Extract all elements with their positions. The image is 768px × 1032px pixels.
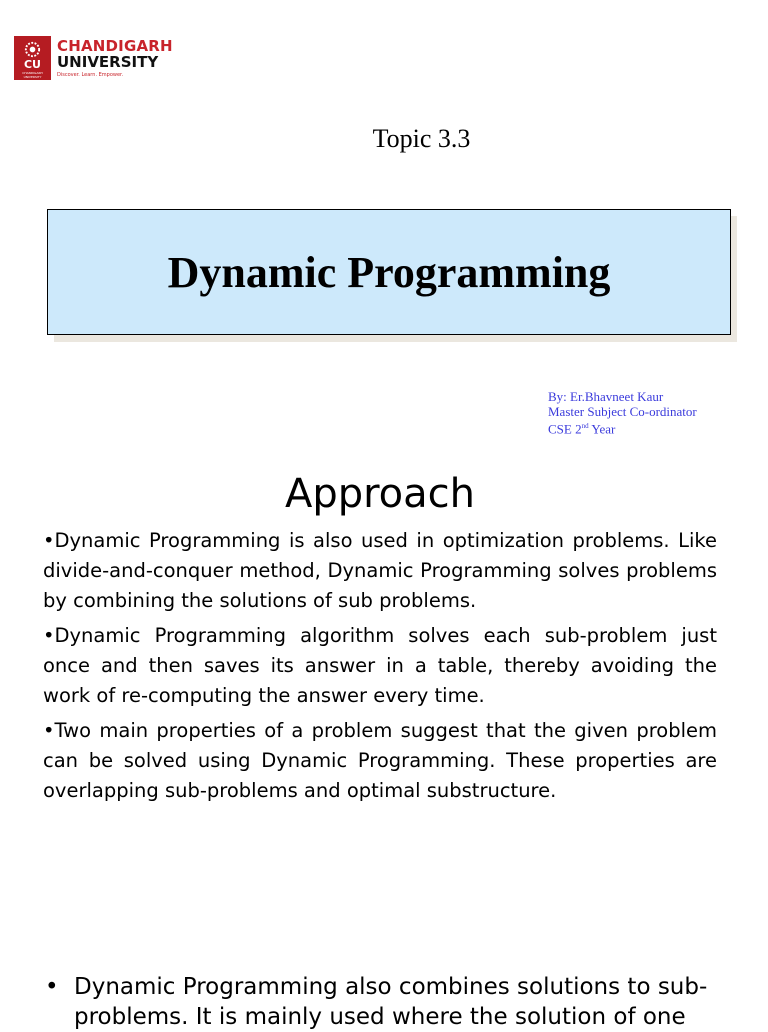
- byline-year-suffix: Year: [588, 421, 616, 437]
- logo-badge-text: CU: [23, 58, 41, 71]
- approach-paragraphs: [43, 526, 717, 811]
- title-box: [47, 209, 731, 335]
- paragraph: •Dynamic Programming is also used in optimization problems. Like divide-and-conquer method, Dynamic Programming solves problems by combining the solutions of sub problems.: [43, 529, 717, 612]
- section-heading: Approach: [284, 471, 476, 517]
- byline-author: By: Er.Bhavneet Kaur: [548, 389, 664, 404]
- gear-emblem-icon: [23, 40, 42, 59]
- byline-year-prefix: CSE 2: [548, 421, 582, 437]
- bullet-marker: •: [45, 974, 59, 1000]
- logo-name-line2: UNIVERSITY: [57, 53, 159, 71]
- byline-year-sup: nd: [581, 422, 589, 430]
- logo-tagline: Discover. Learn. Empower.: [57, 72, 124, 78]
- byline-role: Master Subject Co-ordinator: [548, 404, 697, 419]
- logo-badge: [14, 36, 51, 80]
- paragraph: •Two main properties of a problem suggest that the given problem can be solved using Dynamic Programming. These properties are overlapping sub-problems and optimal substructure.: [43, 719, 717, 802]
- paragraph: •Dynamic Programming algorithm solves each sub-problem just once and then saves its answer in a table, thereby avoiding the work of re-computing the answer every time.: [43, 624, 717, 707]
- byline-year: [548, 419, 697, 436]
- topic-label: Topic 3.3: [372, 124, 471, 153]
- author-byline: [548, 389, 697, 436]
- logo-name-line1: CHANDIGARH: [57, 37, 173, 55]
- slide-title: Dynamic Programming: [167, 247, 611, 297]
- logo-badge-subtext: CHANDIGARH UNIVERSITY: [22, 71, 43, 79]
- university-logo: [14, 36, 179, 82]
- bullet-text: Dynamic Programming also combines solutions to sub-problems. It is mainly used where the solution of one: [74, 974, 708, 1030]
